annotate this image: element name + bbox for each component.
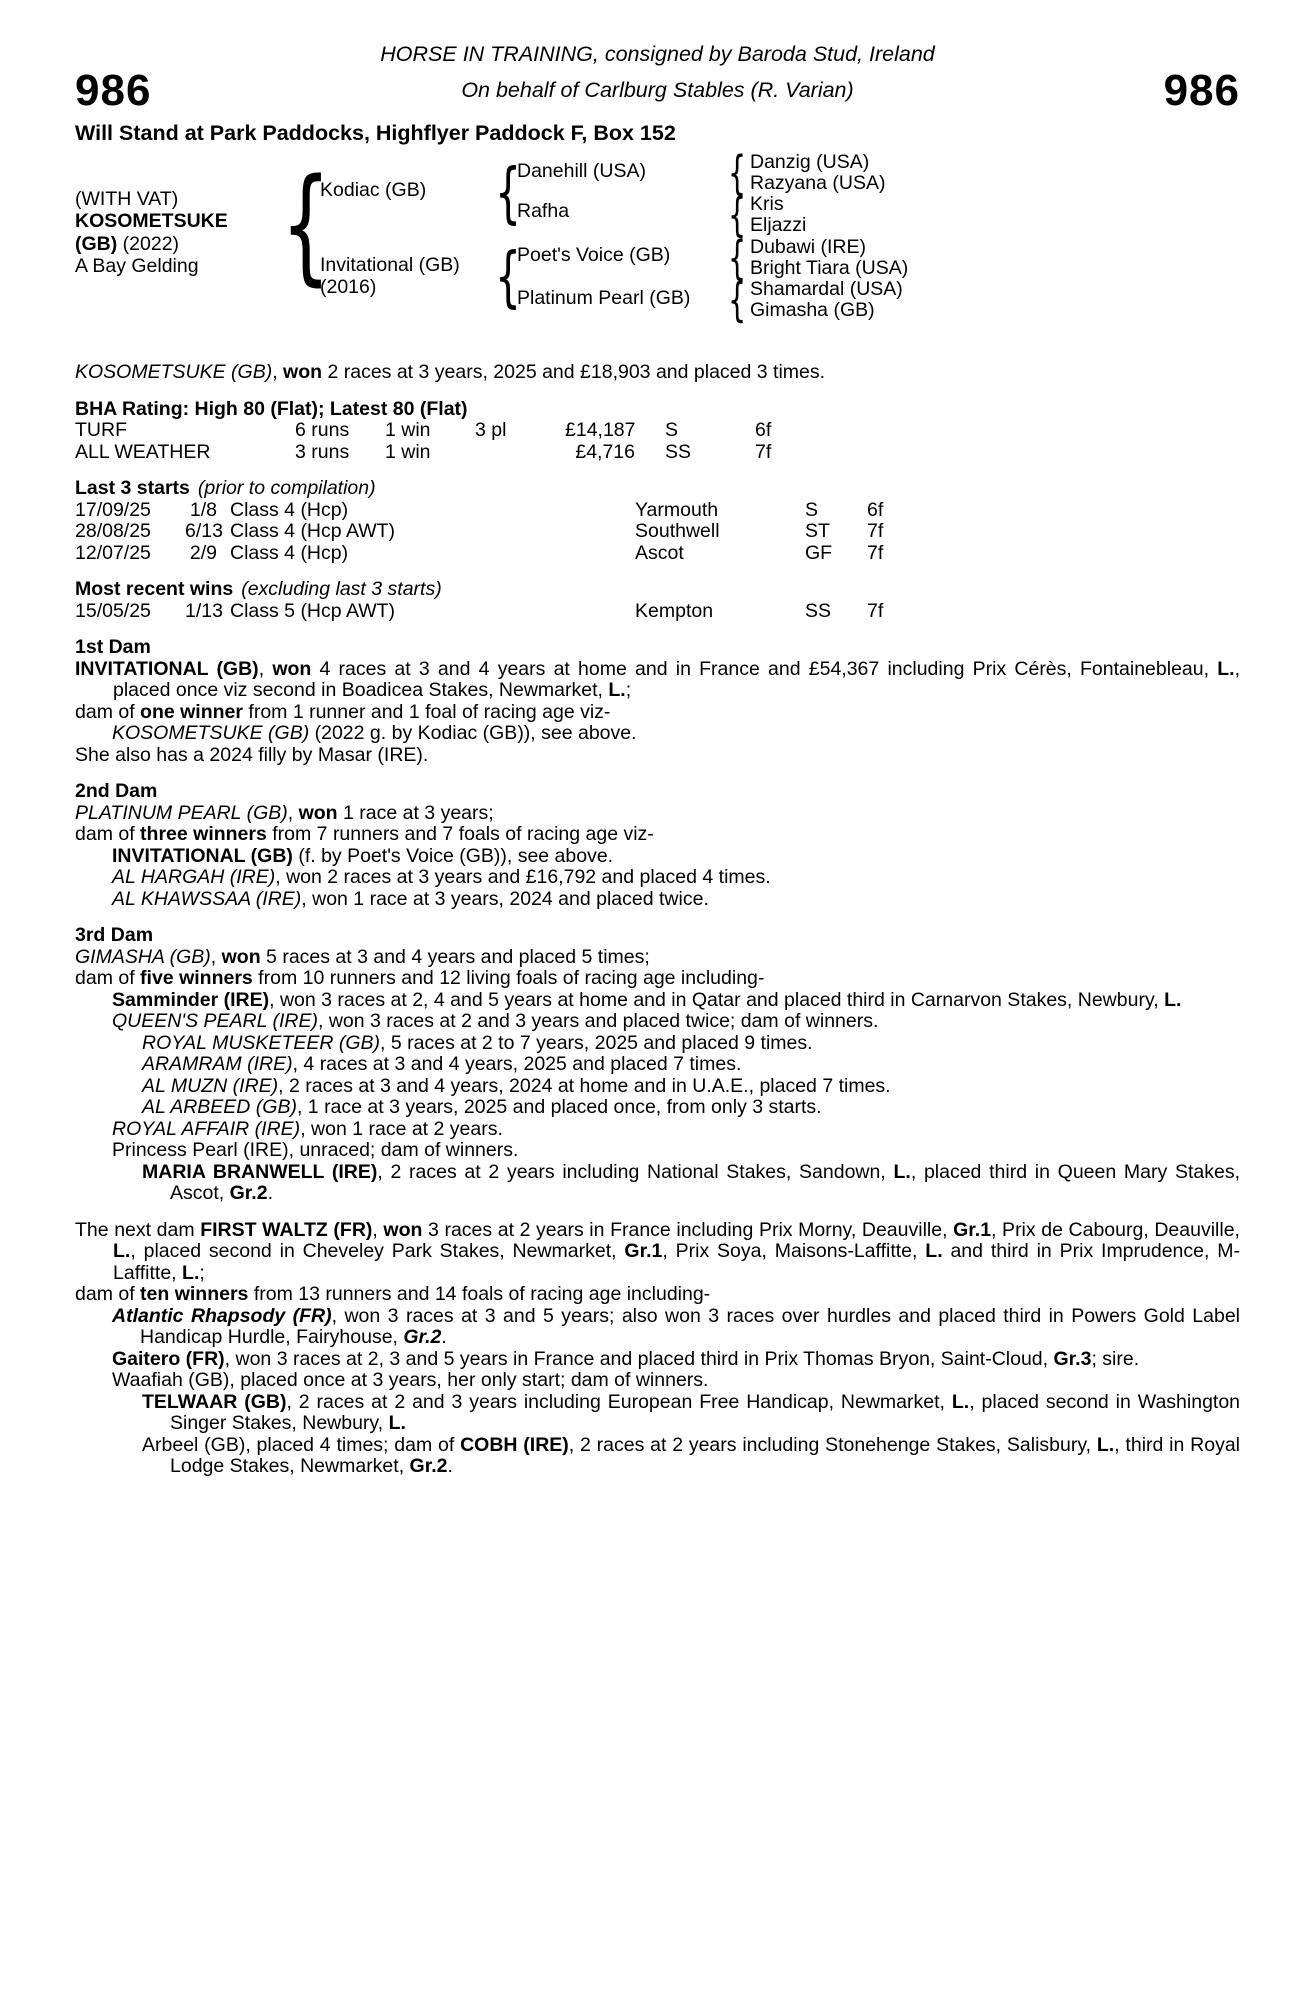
catalogue-paragraph: Arbeel (GB), placed 4 times; dam of COBH (IRE), 2 races at 2 years including Stonehenge Stakes, Salisbury, L., third in Royal Lodge Stakes, Newmarket, Gr.2. <box>142 1433 1241 1477</box>
date-cell: 28/08/25 <box>75 520 151 542</box>
distance-cell: 6f <box>755 419 772 441</box>
last-starts-heading-line <box>75 478 1240 500</box>
dam-name-block <box>320 254 460 298</box>
catalogue-paragraph: AL KHAWSSAA (IRE), won 1 race at 3 years, 2024 and placed twice. <box>112 887 709 910</box>
date-cell: 15/05/25 <box>75 599 151 622</box>
places-cell <box>475 442 565 464</box>
pedigree-tree <box>75 146 1240 336</box>
horse-identity-block <box>75 188 228 278</box>
race-cell: Class 4 (Hcp) <box>230 498 349 521</box>
earnings-cell: £4,716 <box>575 440 635 463</box>
grandparent-name: Platinum Pearl (GB) <box>517 287 691 309</box>
recent-wins-table <box>75 601 1240 623</box>
bha-rating-heading: BHA Rating: High 80 (Flat); Latest 80 (Flat) <box>75 397 468 420</box>
great-grandparent-name: Dubawi (IRE) <box>750 236 866 258</box>
catalogue-paragraph: TELWAAR (GB), 2 races at 2 and 3 years including European Free Handicap, Newmarket, L., placed second in Washington Singer Stakes, Newbury, L. <box>142 1390 1241 1434</box>
start-row <box>75 601 1240 623</box>
record-row <box>75 442 1240 464</box>
great-grandparent-name: Bright Tiara (USA) <box>750 257 909 279</box>
catalogue-paragraph: Waafiah (GB), placed once at 3 years, her only start; dam of winners. <box>112 1369 709 1391</box>
pedigree-brace-icon: { <box>728 146 747 200</box>
great-grandparent-name: Eljazzi <box>750 214 807 236</box>
going-cell: S <box>665 419 679 441</box>
distance-cell: 7f <box>867 541 884 564</box>
lot-number-left: 986 <box>75 65 152 115</box>
distance-cell: 7f <box>867 599 884 622</box>
first-dam-section <box>75 637 1240 766</box>
catalogue-paragraph: ROYAL AFFAIR (IRE), won 1 race at 2 years. <box>112 1117 503 1140</box>
going-cell: GF <box>805 541 833 564</box>
date-cell: 17/09/25 <box>75 498 151 521</box>
catalogue-paragraph: dam of ten winners from 13 runners and 14 foals of racing age including- <box>75 1283 711 1305</box>
race-cell: Class 4 (Hcp) <box>230 541 349 564</box>
catalogue-paragraph: ROYAL MUSKETEER (GB), 5 races at 2 to 7 years, 2025 and placed 9 times. <box>142 1031 813 1054</box>
going-cell: S <box>805 498 819 521</box>
runs-cell: 3 runs <box>295 440 350 463</box>
position-cell: 1/8 <box>189 498 217 521</box>
catalogue-paragraph: INVITATIONAL (GB) (f. by Poet's Voice (GB)), see above. <box>112 844 614 867</box>
last-starts-section <box>75 478 1240 564</box>
catalogue-paragraph: Gaitero (FR), won 3 races at 2, 3 and 5 years in France and placed third in Prix Thomas Bryon, Saint-Cloud, Gr.3; sire. <box>112 1347 1140 1370</box>
catalogue-paragraph: INVITATIONAL (GB), won 4 races at 3 and 4 years at home and in France and £54,367 including Prix Cérès, Fontainebleau, L., placed once viz second in Boadicea Stakes, Newmarket, L.; <box>75 657 1240 701</box>
catalogue-paragraph: AL ARBEED (GB), 1 race at 3 years, 2025 and placed once, from only 3 starts. <box>142 1096 822 1118</box>
pedigree-brace-icon: { <box>495 238 522 315</box>
horse-suffix-year-line: (GB) (2022) <box>75 232 180 255</box>
position-cell: 6/13 <box>185 520 223 542</box>
wins-cell: 1 win <box>385 419 431 441</box>
catalogue-paragraph: She also has a 2024 filly by Masar (IRE). <box>75 743 429 766</box>
great-grandparent-name: Shamardal (USA) <box>750 278 903 300</box>
lot-row <box>75 65 1240 115</box>
race-summary-section <box>75 362 1240 384</box>
places-cell: 3 pl <box>475 419 507 441</box>
on-behalf-line: On behalf of Carlburg Stables (R. Varian) <box>461 77 854 102</box>
catalogue-paragraph: The next dam FIRST WALTZ (FR), won 3 races at 2 years in France including Prix Morny, Deauville, Gr.1, Prix de Cabourg, Deauville, L., placed second in Cheveley Park Stakes, Newmarket, Gr.1, Prix Soya, Maisons-Laffitte, L. and third in Prix Imprudence, M-Laffitte, L.; <box>75 1218 1240 1284</box>
recent-wins-heading: Most recent wins <box>75 578 234 600</box>
catalogue-paragraph: AL HARGAH (IRE), won 2 races at 3 years and £16,792 and placed 4 times. <box>112 866 771 888</box>
distance-cell: 7f <box>867 520 884 542</box>
runs-cell: 6 runs <box>295 419 350 441</box>
sire-name: Kodiac (GB) <box>320 179 427 201</box>
lot-number-right: 986 <box>1163 65 1240 115</box>
great-grandparent-name: Danzig (USA) <box>750 151 870 173</box>
catalogue-paragraph: MARIA BRANWELL (IRE), 2 races at 2 years including National Stakes, Sandown, L., placed third in Queen Mary Stakes, Ascot, Gr.2. <box>142 1160 1240 1204</box>
wins-cell: 1 win <box>385 440 431 463</box>
pedigree-brace-icon: { <box>281 151 331 298</box>
course-cell: Ascot <box>635 541 684 564</box>
catalogue-paragraph: ARAMRAM (IRE), 4 races at 3 and 4 years, 2025 and placed 7 times. <box>142 1053 742 1075</box>
last-starts-note: (prior to compilation) <box>197 477 376 499</box>
horse-description: A Bay Gelding <box>75 255 199 278</box>
catalogue-paragraph: GIMASHA (GB), won 5 races at 3 and 4 years and placed 5 times; <box>75 945 650 968</box>
pedigree-brace-icon: { <box>495 154 522 231</box>
going-cell: SS <box>805 599 832 622</box>
surface-cell: ALL WEATHER <box>75 440 211 463</box>
last-starts-heading: Last 3 starts <box>75 477 190 499</box>
race-record-table <box>75 420 1240 463</box>
race-cell: Class 5 (Hcp AWT) <box>230 599 396 622</box>
stand-location-line: Will Stand at Park Paddocks, Highflyer Paddock F, Box 152 <box>75 120 676 145</box>
great-grandparent-name: Razyana (USA) <box>750 172 886 194</box>
grandparent-name: Danehill (USA) <box>517 160 646 182</box>
vat-note: (WITH VAT) <box>75 188 179 210</box>
dam-name: Invitational (GB) <box>320 254 460 276</box>
catalogue-paragraph: PLATINUM PEARL (GB), won 1 race at 3 years; <box>75 801 494 824</box>
second-dam-section <box>75 781 1240 910</box>
grandparent-name: Poet's Voice (GB) <box>517 244 671 266</box>
third-dam-heading: 3rd Dam <box>75 924 154 946</box>
great-grandparent-name: Gimasha (GB) <box>750 299 875 321</box>
position-cell: 2/9 <box>189 541 217 564</box>
race-summary-line: KOSOMETSUKE (GB), won 2 races at 3 years, 2025 and £18,903 and placed 3 times. <box>75 361 826 383</box>
third-dam-section <box>75 925 1240 1205</box>
course-cell: Southwell <box>635 520 720 542</box>
great-grandparent-name: Kris <box>750 193 784 215</box>
dam-foaling-year: (2016) <box>320 276 377 298</box>
start-row <box>75 521 1240 543</box>
catalogue-paragraph: Atlantic Rhapsody (FR), won 3 races at 3 and 5 years; also won 3 races over hurdles and placed third in Powers Gold Label Handicap Hurdle, Fairyhouse, Gr.2. <box>112 1304 1240 1348</box>
catalogue-paragraph: KOSOMETSUKE (GB) (2022 g. by Kodiac (GB)), see above. <box>112 722 637 744</box>
recent-wins-note: (excluding last 3 starts) <box>241 578 442 600</box>
going-cell: SS <box>665 440 692 463</box>
catalogue-paragraph: dam of five winners from 10 runners and 12 living foals of racing age including- <box>75 967 765 989</box>
surface-cell: TURF <box>75 419 127 441</box>
consignment-line: HORSE IN TRAINING, consigned by Baroda Stud, Ireland <box>380 42 935 66</box>
pedigree-brace-icon: { <box>728 231 747 285</box>
date-cell: 12/07/25 <box>75 541 151 564</box>
grandparent-name: Rafha <box>517 200 570 222</box>
first-dam-heading: 1st Dam <box>75 636 151 658</box>
earnings-cell: £14,187 <box>565 419 636 441</box>
going-cell: ST <box>805 520 830 542</box>
catalogue-paragraph: dam of one winner from 1 runner and 1 foal of racing age viz- <box>75 700 611 723</box>
record-row <box>75 420 1240 442</box>
pedigree-brace-icon: { <box>728 188 747 242</box>
course-cell: Kempton <box>635 599 714 622</box>
distance-cell: 6f <box>867 498 884 521</box>
position-cell: 1/13 <box>185 599 223 622</box>
second-dam-heading: 2nd Dam <box>75 780 158 802</box>
recent-wins-heading-line <box>75 579 1240 601</box>
recent-wins-section <box>75 579 1240 622</box>
next-dam-section <box>75 1220 1240 1478</box>
horse-name: KOSOMETSUKE <box>75 210 228 233</box>
course-cell: Yarmouth <box>635 498 719 521</box>
distance-cell: 7f <box>755 440 772 463</box>
bha-record-section <box>75 399 1240 464</box>
catalogue-paragraph: Samminder (IRE), won 3 races at 2, 4 and 5 years at home and in Qatar and placed third in Carnarvon Stakes, Newbury, L. <box>112 988 1182 1011</box>
pedigree-brace-icon: { <box>728 273 747 327</box>
race-cell: Class 4 (Hcp AWT) <box>230 520 396 542</box>
start-row <box>75 543 1240 565</box>
catalogue-paragraph: QUEEN'S PEARL (IRE), won 3 races at 2 and 3 years and placed twice; dam of winners. <box>112 1010 879 1032</box>
catalogue-paragraph: AL MUZN (IRE), 2 races at 3 and 4 years, 2024 at home and in U.A.E., placed 7 times. <box>142 1074 891 1097</box>
catalogue-paragraph: dam of three winners from 7 runners and 7 foals of racing age viz- <box>75 823 654 845</box>
last-starts-table <box>75 500 1240 565</box>
start-row <box>75 500 1240 522</box>
page-header <box>75 44 1240 144</box>
catalogue-paragraph: Princess Pearl (IRE), unraced; dam of winners. <box>112 1139 519 1161</box>
